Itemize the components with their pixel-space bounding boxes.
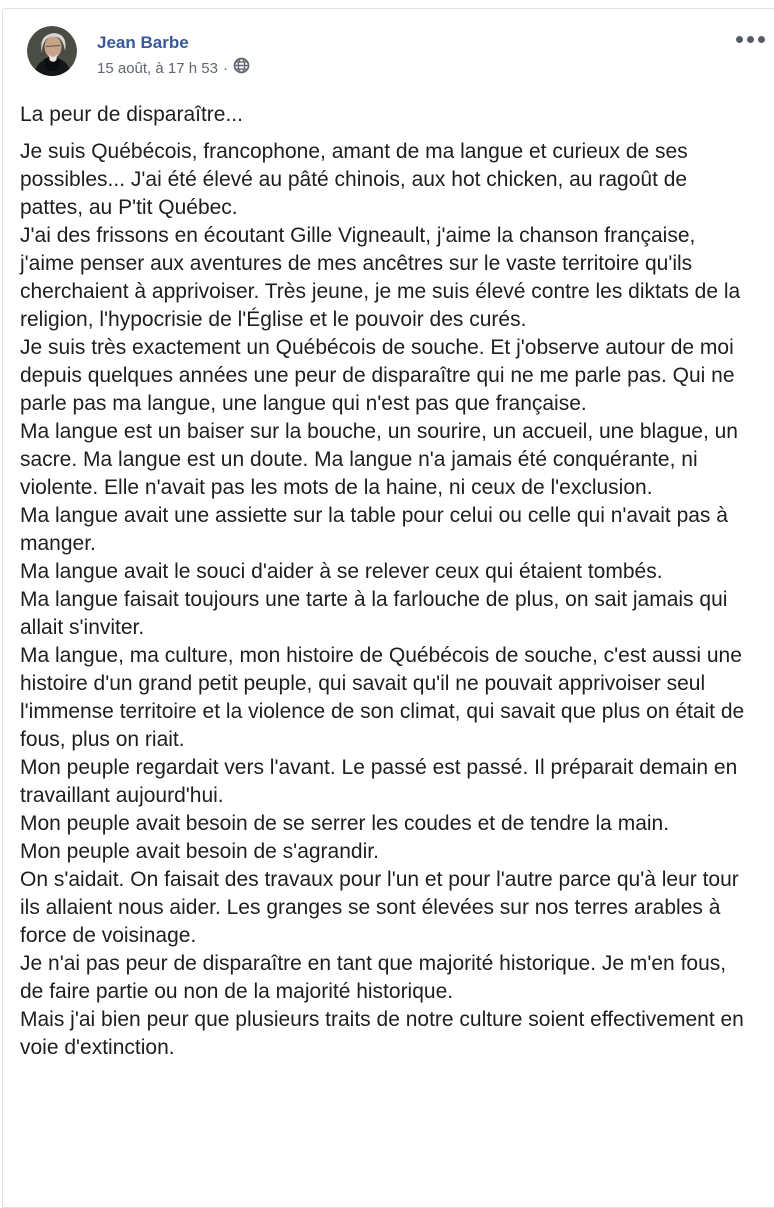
post-paragraph: Je suis Québécois, francophone, amant de ma langue et curieux de ses possibles... J'ai été élevé au pâté chinois, aux hot chicken, au ragoût de pattes, au P'tit Québec. xyxy=(20,140,688,219)
post-title-line: La peur de disparaître... xyxy=(20,103,243,126)
facebook-post-card xyxy=(2,8,774,1208)
post-body xyxy=(3,101,774,1062)
post-paragraph: Ma langue avait le souci d'aider à se relever ceux qui étaient tombés. xyxy=(20,560,663,583)
ellipsis-dot xyxy=(758,36,765,43)
meta-separator: · xyxy=(222,59,228,77)
post-paragraph: Mais j'ai bien peur que plusieurs traits de notre culture soient effectivement en voie d'extinction. xyxy=(20,1008,744,1059)
post-meta xyxy=(97,57,250,80)
post-paragraphs xyxy=(20,138,751,1062)
avatar[interactable] xyxy=(27,26,77,76)
post-paragraph: Ma langue avait une assiette sur la table pour celui ou celle qui n'avait pas à manger. xyxy=(20,504,728,555)
post-paragraph: On s'aidait. On faisait des travaux pour l'un et pour l'autre parce qu'à leur tour ils allaient nous aider. Les granges se sont élevées sur nos terres arables à force de voisinage. xyxy=(20,868,739,947)
post-paragraph: Mon peuple avait besoin de se serrer les coudes et de tendre la main. xyxy=(20,812,670,835)
profile-photo xyxy=(27,26,77,76)
header-text xyxy=(97,26,250,80)
post-options-button[interactable] xyxy=(734,34,767,45)
ellipsis-dot xyxy=(736,36,743,43)
ellipsis-dot xyxy=(747,36,754,43)
post-paragraph: Mon peuple avait besoin de s'agrandir. xyxy=(20,840,379,863)
globe-icon xyxy=(233,57,250,80)
timestamp-link[interactable]: 15 août, à 17 h 53 xyxy=(97,59,218,77)
post-paragraph: Ma langue, ma culture, mon histoire de Québécois de souche, c'est aussi une histoire d'un grand petit peuple, qui savait qu'il ne pouvait apprivoiser seul l'immense territoire et la violence de son climat, qui savait que plus on était de fous, plus on riait. xyxy=(20,644,745,751)
post-header xyxy=(3,9,774,80)
post-paragraph: Je n'ai pas peur de disparaître en tant que majorité historique. Je m'en fous, de faire partie ou non de la majorité historique. xyxy=(20,952,727,1003)
post-paragraph: Ma langue est un baiser sur la bouche, un sourire, un accueil, une blague, un sacre. Ma langue est un doute. Ma langue n'a jamais été conquérante, ni violente. Elle n'avait pas les mots de la haine, ni ceux de l'exclusion. xyxy=(20,420,738,499)
post-paragraph: J'ai des frissons en écoutant Gille Vigneault, j'aime la chanson française, j'aime penser aux aventures de mes ancêtres sur le vaste territoire qu'ils cherchaient à apprivoiser. Très jeune, je me suis élevé contre les diktats de la religion, l'hypocrisie de l'Église et le pouvoir des curés. xyxy=(20,224,741,331)
post-paragraph: Mon peuple regardait vers l'avant. Le passé est passé. Il préparait demain en travaillant aujourd'hui. xyxy=(20,756,738,807)
post-paragraph: Je suis très exactement un Québécois de souche. Et j'observe autour de moi depuis quelques années une peur de disparaître qui ne me parle pas. Qui ne parle pas ma langue, une langue qui n'est pas que française. xyxy=(20,336,735,415)
author-name-link[interactable]: Jean Barbe xyxy=(97,33,189,52)
post-paragraph: Ma langue faisait toujours une tarte à la farlouche de plus, on sait jamais qui allait s'inviter. xyxy=(20,588,728,639)
